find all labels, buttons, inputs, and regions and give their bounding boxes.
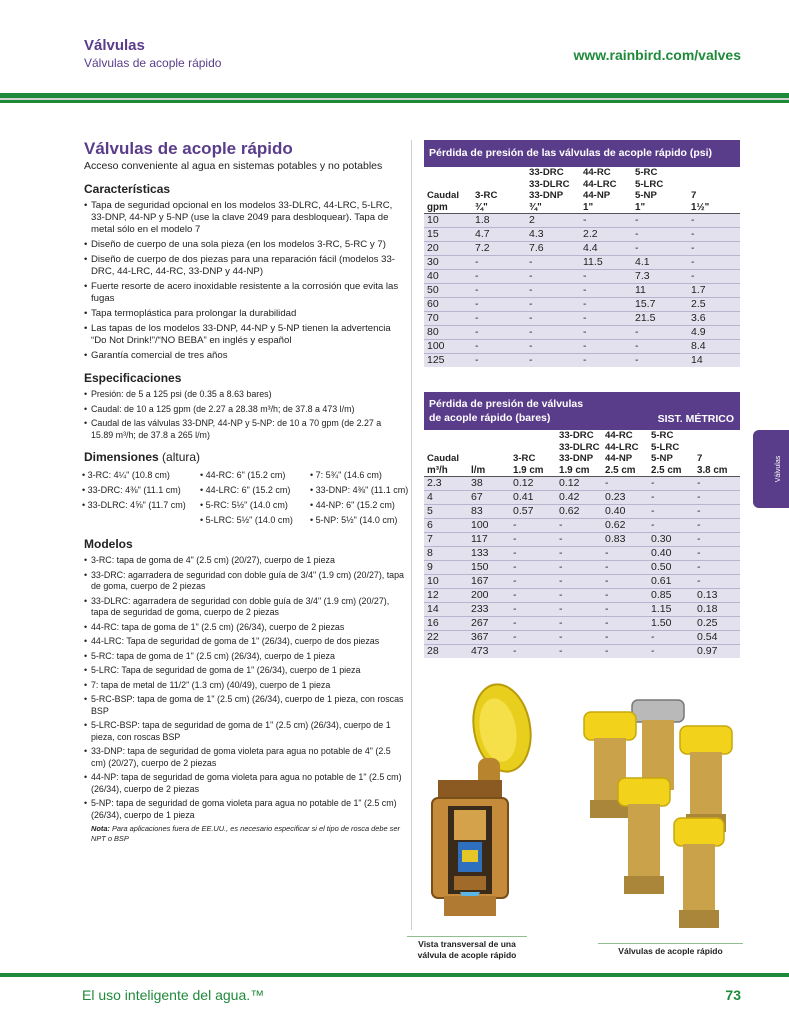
table-cell: 4.1 — [632, 256, 688, 270]
table-cell: 125 — [424, 354, 472, 368]
caracteristicas-list — [84, 200, 404, 362]
table-cell: - — [694, 505, 740, 519]
table-cell: 21.5 — [632, 312, 688, 326]
table-cell: - — [510, 533, 556, 547]
list-item: • 5-NP: tapa de seguridad de goma violeta para agua no potable de 1" (2.5 cm) (26/34), cuerpo de 1 pieza — [84, 798, 404, 821]
table-cell: 60 — [424, 298, 472, 312]
valves-caption: Válvulas de acople rápido — [598, 943, 743, 957]
table-cell: 133 — [468, 547, 510, 561]
table-cell: - — [472, 284, 526, 298]
table-row — [424, 477, 740, 491]
table-cell: 2.3 — [424, 477, 468, 491]
table-row — [424, 533, 740, 547]
table-cell: 1.15 — [648, 603, 694, 617]
table-cell: 8 — [424, 547, 468, 561]
table-cell: - — [602, 589, 648, 603]
list-item: • Diseño de cuerpo de una sola pieza (en los modelos 3-RC, 5-RC y 7) — [84, 239, 404, 251]
note-text: Para aplicaciones fuera de EE.UU., es necesario especificar si el tipo de rosca debe ser NPT o BSP — [91, 824, 400, 843]
table-cell: - — [632, 326, 688, 340]
table-row — [424, 284, 740, 298]
table-cell: - — [602, 617, 648, 631]
list-item: • 33-DLRC: agarradera de seguridad con doble guía de 3/4" (1.9 cm) (20/27), tapa de seguridad de goma, cuerpo de 2 piezas — [84, 596, 404, 619]
table-unit-cell: 1.9 cm — [556, 465, 602, 477]
list-item: • Las tapas de los modelos 33-DNP, 44-NP y 5-NP tienen la advertencia “Do Not Drink!”/“NO BEBA” en inglés y español — [84, 323, 404, 347]
table-header-cell — [468, 430, 510, 465]
table-row — [424, 312, 740, 326]
table-cell: - — [510, 589, 556, 603]
table-cell: 0.42 — [556, 491, 602, 505]
especificaciones-heading: Especificaciones — [84, 371, 182, 385]
table-psi-title: Pérdida de presión de las válvulas de acople rápido (psi) — [424, 140, 740, 167]
list-item: • 44-RC: tapa de goma de 1" (2.5 cm) (26/34), cuerpo de 2 piezas — [84, 622, 404, 634]
table-header-cell: 5-RC 5-LRC 5-NP — [635, 167, 664, 201]
table-cell: - — [602, 477, 648, 491]
table-cell: - — [648, 505, 694, 519]
table-cell: 0.62 — [556, 505, 602, 519]
table-cell: 2.2 — [580, 228, 632, 242]
list-item: • Garantía comercial de tres años — [84, 350, 404, 362]
table-cell: 14 — [424, 603, 468, 617]
table-cell: - — [688, 256, 740, 270]
table-cell: - — [632, 214, 688, 228]
table-cell: - — [556, 519, 602, 533]
list-item: • Caudal de las válvulas 33-DNP, 44-NP y 5-NP: de 10 a 70 gpm (de 2.27 a 15.89 m³/h; de 37.8 a 265 l/m) — [84, 418, 404, 441]
table-cell: 2 — [526, 214, 580, 228]
table-cell: - — [694, 477, 740, 491]
table-cell: - — [472, 312, 526, 326]
table-unit-cell: ¾" — [472, 202, 526, 214]
table-cell: 7 — [424, 533, 468, 547]
table-cell: - — [694, 533, 740, 547]
table-cell: 0.12 — [556, 477, 602, 491]
table-cell: - — [472, 354, 526, 368]
table-cell: - — [602, 631, 648, 645]
list-item: • 5-LRC: Tapa de seguridad de goma de 1" (26/34), cuerpo de 1 pieza — [84, 665, 404, 677]
table-row — [424, 214, 740, 228]
table-header-cell: 5-RC 5-LRC 5-NP — [651, 430, 680, 464]
note-label: Nota: — [91, 824, 110, 833]
table-unit-row — [424, 202, 740, 214]
table-cell: 50 — [424, 284, 472, 298]
table-cell: - — [602, 603, 648, 617]
list-item: • 5-RC: tapa de goma de 1" (2.5 cm) (26/34), cuerpo de 1 pieza — [84, 651, 404, 663]
table-cell: - — [510, 561, 556, 575]
table-cell: - — [580, 214, 632, 228]
table-cell: - — [694, 547, 740, 561]
cross-section-caption — [407, 936, 527, 961]
table-cell: 200 — [468, 589, 510, 603]
cross-section-illustration — [424, 680, 534, 930]
dimensiones-heading — [84, 450, 404, 465]
table-cell: - — [526, 298, 580, 312]
table-cell: 150 — [468, 561, 510, 575]
dimension-item: • 5-LRC: 5½" (14.0 cm) — [200, 513, 310, 528]
table-cell: - — [580, 270, 632, 284]
table-header-row — [424, 167, 740, 202]
table-cell: 1.50 — [648, 617, 694, 631]
table-row — [424, 603, 740, 617]
table-cell: - — [602, 575, 648, 589]
table-unit-cell: 2.5 cm — [602, 465, 648, 477]
header-url-link[interactable]: www.rainbird.com/valves — [573, 47, 741, 63]
dimension-item: • 44-LRC: 6" (15.2 cm) — [200, 483, 310, 498]
table-cell: - — [648, 631, 694, 645]
table-cell: - — [632, 354, 688, 368]
table-header-cell: 7 — [697, 453, 703, 464]
table-cell: 4.4 — [580, 242, 632, 256]
table-unit-cell: ¾" — [526, 202, 580, 214]
table-psi-grid — [424, 167, 740, 367]
table-cell: - — [526, 284, 580, 298]
table-cell: 4.9 — [688, 326, 740, 340]
table-row — [424, 561, 740, 575]
table-cell: 0.30 — [648, 533, 694, 547]
table-cell: 10 — [424, 214, 472, 228]
table-cell: - — [526, 354, 580, 368]
table-cell: - — [556, 561, 602, 575]
dimension-item: • 5-RC: 5½" (14.0 cm) — [200, 498, 310, 513]
table-bar-grid — [424, 430, 740, 658]
table-header-cell: 44-RC 44-LRC 44-NP — [605, 430, 639, 464]
table-cell: - — [510, 645, 556, 659]
table-cell: - — [694, 561, 740, 575]
table-cell: 0.54 — [694, 631, 740, 645]
table-cell: - — [648, 477, 694, 491]
table-cell: 0.57 — [510, 505, 556, 519]
table-row — [424, 270, 740, 284]
table-psi — [424, 140, 740, 367]
table-cell: 1.8 — [472, 214, 526, 228]
table-row — [424, 242, 740, 256]
dimension-item: • 44-RC: 6" (15.2 cm) — [200, 468, 310, 483]
table-cell: 15 — [424, 228, 472, 242]
table-bar — [424, 392, 740, 658]
especificaciones-list — [84, 389, 404, 441]
cross-section-caption-line1: Vista transversal de una — [418, 939, 516, 949]
modelos-heading: Modelos — [84, 537, 133, 551]
table-cell: - — [472, 298, 526, 312]
table-cell: - — [580, 312, 632, 326]
table-cell: 7.3 — [632, 270, 688, 284]
table-cell: 0.23 — [602, 491, 648, 505]
table-cell: - — [580, 284, 632, 298]
table-cell: 0.41 — [510, 491, 556, 505]
table-cell: - — [472, 326, 526, 340]
table-cell: 80 — [424, 326, 472, 340]
table-cell: - — [648, 519, 694, 533]
table-cell: - — [556, 533, 602, 547]
table-cell: 0.12 — [510, 477, 556, 491]
table-unit-cell: 1.9 cm — [510, 465, 556, 477]
dimensiones-title: Dimensiones — [84, 450, 159, 464]
list-item: • 7: tapa de metal de 11/2" (1.3 cm) (40/49), cuerpo de 1 pieza — [84, 680, 404, 692]
dimensiones-grid — [82, 468, 409, 528]
table-cell: 233 — [468, 603, 510, 617]
table-cell: 0.61 — [648, 575, 694, 589]
modelos-list — [84, 555, 404, 821]
table-cell: - — [510, 603, 556, 617]
table-cell: 117 — [468, 533, 510, 547]
table-cell: - — [472, 340, 526, 354]
dimension-item: • 44-NP: 6" (15.2 cm) — [310, 498, 410, 513]
table-header-cell: 33-DRC 33-DLRC 33-DNP — [559, 430, 600, 464]
table-cell: - — [688, 242, 740, 256]
table-header-cell: 33-DRC 33-DLRC 33-DNP — [529, 167, 570, 201]
table-cell: 40 — [424, 270, 472, 284]
dimension-item: • 33-DLRC: 4⅝" (11.7 cm) — [82, 498, 200, 513]
table-unit-cell: m³/h — [424, 465, 468, 477]
table-unit-cell: 1½" — [688, 202, 740, 214]
table-cell: 0.25 — [694, 617, 740, 631]
table-cell: - — [688, 228, 740, 242]
table-row — [424, 547, 740, 561]
table-cell: - — [472, 256, 526, 270]
table-header-cell: 3-RC — [475, 190, 498, 201]
header-subsection-title: Válvulas de acople rápido — [84, 56, 222, 70]
table-bar-metric-label: SIST. MÉTRICO — [657, 413, 734, 425]
header-stripe-bottom — [0, 100, 789, 103]
table-cell: - — [602, 547, 648, 561]
list-item: • Presión: de 5 a 125 psi (de 0.35 a 8.63 bares) — [84, 389, 404, 401]
table-cell: 4.7 — [472, 228, 526, 242]
table-cell: 0.83 — [602, 533, 648, 547]
table-row — [424, 228, 740, 242]
list-item: • 5-LRC-BSP: tapa de seguridad de goma de 1" (2.5 cm) (26/34), cuerpo de 1 pieza, con roscas BSP — [84, 720, 404, 743]
list-item: • 33-DNP: tapa de seguridad de goma violeta para agua no potable de 4" (2.5 cm) (20/27), cuerpo de 2 piezas — [84, 746, 404, 769]
table-cell: 12 — [424, 589, 468, 603]
cross-section-caption-line2: válvula de acople rápido — [417, 950, 517, 960]
table-cell: 0.85 — [648, 589, 694, 603]
table-cell: - — [632, 340, 688, 354]
table-cell: - — [556, 603, 602, 617]
table-cell: 7.2 — [472, 242, 526, 256]
table-cell: 100 — [424, 340, 472, 354]
table-bar-title-line1: Pérdida de presión de válvulas — [429, 398, 584, 410]
table-cell: - — [632, 228, 688, 242]
table-row — [424, 354, 740, 368]
table-cell: 473 — [468, 645, 510, 659]
table-cell: - — [526, 326, 580, 340]
page-number: 73 — [725, 987, 741, 1003]
list-item: • Caudal: de 10 a 125 gpm (de 2.27 a 28.38 m³/h; de 37.8 a 473 l/m) — [84, 404, 404, 416]
table-cell: 267 — [468, 617, 510, 631]
dimension-item: • 7: 5¾" (14.6 cm) — [310, 468, 410, 483]
table-cell: 28 — [424, 645, 468, 659]
table-row — [424, 505, 740, 519]
table-cell: - — [688, 214, 740, 228]
table-header-row — [424, 430, 740, 465]
quick-coupling-valves-photo — [580, 690, 740, 935]
table-cell: 0.50 — [648, 561, 694, 575]
table-cell: - — [556, 631, 602, 645]
table-cell: - — [648, 645, 694, 659]
table-cell: 20 — [424, 242, 472, 256]
table-cell: 8.4 — [688, 340, 740, 354]
table-unit-cell: 2.5 cm — [648, 465, 694, 477]
table-cell: - — [694, 491, 740, 505]
table-cell: 10 — [424, 575, 468, 589]
table-header-cell: Caudal — [427, 190, 459, 201]
table-cell: 4.3 — [526, 228, 580, 242]
table-bar-title — [424, 392, 740, 430]
list-item: • 44-NP: tapa de seguridad de goma violeta para agua no potable de 1" (2.5 cm) (26/34), cuerpo de 2 piezas — [84, 772, 404, 795]
list-item: • Fuerte resorte de acero inoxidable resistente a la corrosión que evita las fugas — [84, 281, 404, 305]
note — [84, 824, 404, 844]
table-unit-row — [424, 465, 740, 477]
table-cell: - — [510, 519, 556, 533]
table-cell: 100 — [468, 519, 510, 533]
table-cell: - — [556, 589, 602, 603]
table-cell: - — [510, 617, 556, 631]
table-cell: 70 — [424, 312, 472, 326]
table-unit-cell: 1" — [632, 202, 688, 214]
table-cell: 0.40 — [602, 505, 648, 519]
table-bar-title-line2: de acople rápido (bares) — [429, 412, 551, 424]
table-cell: 16 — [424, 617, 468, 631]
table-row — [424, 617, 740, 631]
table-cell: - — [526, 270, 580, 284]
page-title: Válvulas de acople rápido — [84, 139, 293, 158]
table-cell: - — [694, 519, 740, 533]
table-row — [424, 519, 740, 533]
list-item: • 44-LRC: Tapa de seguridad de goma de 1" (26/34), cuerpo de dos piezas — [84, 636, 404, 648]
dimension-item: • 5-NP: 5½" (14.0 cm) — [310, 513, 410, 528]
dimension-item: • 33-DRC: 4⅜" (11.1 cm) — [82, 483, 200, 498]
table-header-cell: 7 — [691, 190, 697, 201]
table-cell: - — [510, 547, 556, 561]
table-cell: 38 — [468, 477, 510, 491]
caracteristicas-heading: Características — [84, 182, 171, 196]
table-cell: - — [556, 645, 602, 659]
header-section-title: Válvulas — [84, 37, 145, 54]
table-cell: - — [556, 547, 602, 561]
left-column — [84, 139, 409, 844]
table-cell: - — [580, 340, 632, 354]
table-cell: - — [602, 645, 648, 659]
table-unit-cell: 1" — [580, 202, 632, 214]
table-cell: - — [526, 312, 580, 326]
table-cell: - — [648, 491, 694, 505]
table-row — [424, 631, 740, 645]
table-row — [424, 340, 740, 354]
table-cell: - — [510, 631, 556, 645]
page-subtitle: Acceso conveniente al agua en sistemas potables y no potables — [84, 160, 383, 172]
table-row — [424, 298, 740, 312]
table-row — [424, 645, 740, 659]
table-cell: - — [526, 256, 580, 270]
table-cell: 6 — [424, 519, 468, 533]
table-cell: 22 — [424, 631, 468, 645]
list-item: • 3-RC: tapa de goma de 4" (2.5 cm) (20/27), cuerpo de 1 pieza — [84, 555, 404, 567]
list-item: • Tapa de seguridad opcional en los modelos 33-DLRC, 44-LRC, 5-LRC, 33-DNP, 44-NP y 5-NP (use la clave 2049 para desbloquear). Tapa de metal sólo en el modelo 7 — [84, 200, 404, 236]
table-cell: - — [556, 617, 602, 631]
table-cell: 4 — [424, 491, 468, 505]
table-cell: - — [632, 242, 688, 256]
table-cell: - — [472, 270, 526, 284]
list-item: • Tapa termoplástica para prolongar la durabilidad — [84, 308, 404, 320]
dimension-item: • 3-RC: 4¼" (10.8 cm) — [82, 468, 200, 483]
table-unit-cell: 3.8 cm — [694, 465, 740, 477]
side-tab-label: Válvulas — [775, 455, 782, 483]
dimensiones-note: (altura) — [162, 450, 201, 464]
table-cell: 11 — [632, 284, 688, 298]
table-cell: 14 — [688, 354, 740, 368]
table-header-cell: 44-RC 44-LRC 44-NP — [583, 167, 617, 201]
table-row — [424, 326, 740, 340]
table-cell: 2.5 — [688, 298, 740, 312]
table-cell: 0.40 — [648, 547, 694, 561]
table-cell: 15.7 — [632, 298, 688, 312]
table-cell: - — [580, 326, 632, 340]
table-header-cell: 3-RC — [513, 453, 536, 464]
footer-stripe — [0, 973, 789, 977]
table-cell: 367 — [468, 631, 510, 645]
table-cell: 30 — [424, 256, 472, 270]
table-cell: - — [694, 575, 740, 589]
table-cell: 0.18 — [694, 603, 740, 617]
footer-slogan: El uso inteligente del agua.™ — [82, 987, 265, 1003]
table-unit-cell: l/m — [468, 465, 510, 477]
table-cell: - — [526, 340, 580, 354]
dimension-item — [82, 513, 200, 528]
side-tab[interactable] — [753, 430, 789, 508]
table-cell: - — [510, 575, 556, 589]
table-cell: 1.7 — [688, 284, 740, 298]
table-cell: 9 — [424, 561, 468, 575]
table-cell: 11.5 — [580, 256, 632, 270]
table-row — [424, 491, 740, 505]
table-cell: 83 — [468, 505, 510, 519]
table-cell: 7.6 — [526, 242, 580, 256]
column-divider — [411, 140, 412, 930]
table-header-cell: Caudal — [427, 453, 459, 464]
table-cell: 0.13 — [694, 589, 740, 603]
table-cell: - — [556, 575, 602, 589]
table-cell: - — [688, 270, 740, 284]
table-unit-cell: gpm — [424, 202, 472, 214]
table-cell: 0.62 — [602, 519, 648, 533]
table-row — [424, 256, 740, 270]
list-item: • 33-DRC: agarradera de seguridad con doble guía de 3/4" (1.9 cm) (20/27), tapa de goma, cuerpo de 2 piezas — [84, 570, 404, 593]
table-cell: 0.97 — [694, 645, 740, 659]
table-cell: - — [580, 298, 632, 312]
table-cell: 3.6 — [688, 312, 740, 326]
table-cell: 67 — [468, 491, 510, 505]
list-item: • 5-RC-BSP: tapa de goma de 1" (2.5 cm) (26/34), cuerpo de 1 pieza, con roscas BSP — [84, 694, 404, 717]
table-row — [424, 575, 740, 589]
table-cell: - — [602, 561, 648, 575]
dimension-item: • 33-DNP: 4⅜" (11.1 cm) — [310, 483, 410, 498]
table-cell: 5 — [424, 505, 468, 519]
list-item: • Diseño de cuerpo de dos piezas para una reparación fácil (modelos 33-DRC, 44-LRC, 44-RC, 33-DNP y 44-NP) — [84, 254, 404, 278]
table-row — [424, 589, 740, 603]
table-cell: 167 — [468, 575, 510, 589]
table-cell: - — [580, 354, 632, 368]
